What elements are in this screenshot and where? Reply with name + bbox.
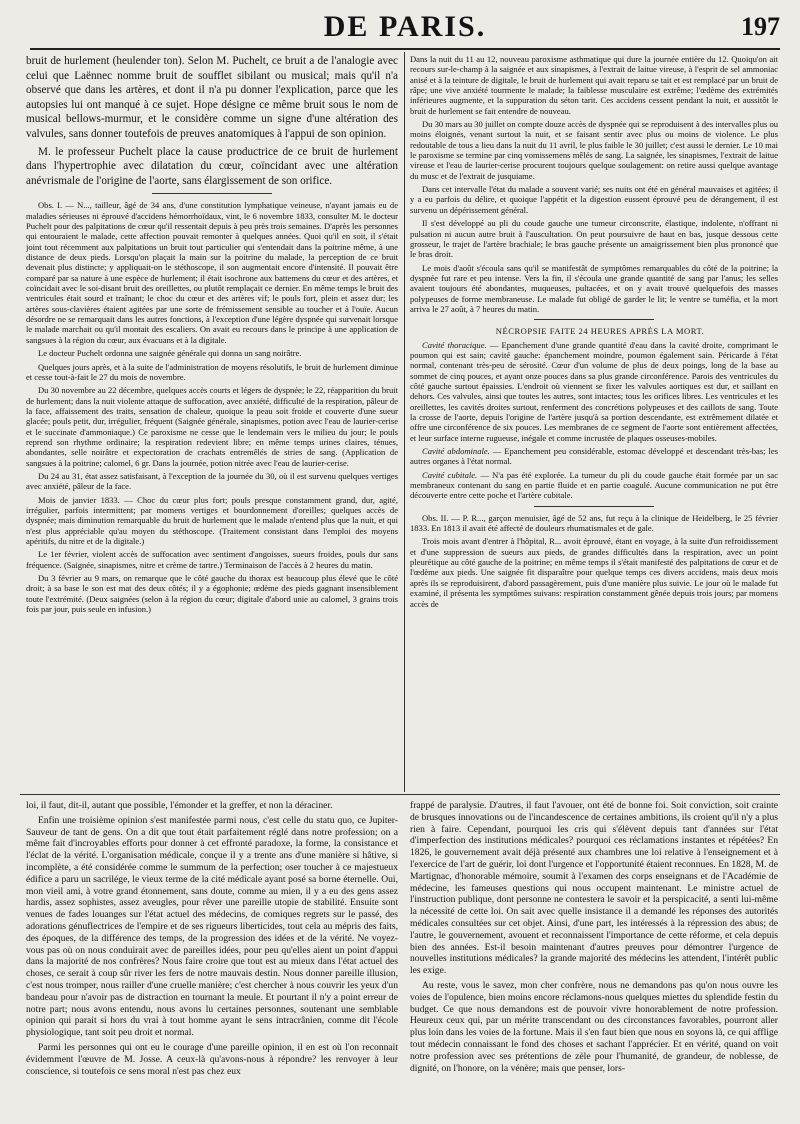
paragraph-au-reste: Au reste, vous le savez, mon cher confrère, nous ne demandons pas qu'on nous ouvre les voies de l'opulence, bien moins encore réclamons-nous quelques miettes du splendide festin du budget. Ce que nous demandons est de pouvoir vivre honorablement de notre profession. Heureux ceux qui, par un mérite transcendant ou des circonstances favorables, pourront aller plus loin dans les voies de la fortune. Mais il s'en faut bien que nous en soyons là, ce qui afflige tout médecin connaissant le fond des choses et sachant l'apprécier. Et en vérité, quand on voit notre profession avec ses prétentions de zèle pour l'humanité, de grandeur, de noblesse, de dignité, on l'honore, on la vénère; mais que penser, lors-: [410, 979, 778, 1074]
paragraph-tumeur: Il s'est développé au pli du coude gauche une tumeur circonscrite, élastique, indolente, n'offrant ni pulsation ni aucun autre bruit à l'auscultation. On peut poursuivre de haut en bas, jusque dessous cette grosseur, le trajet de l'artère brachiale; le bras gauche présente un amaigrissement bien plus prononcé que le bras droit.: [410, 218, 778, 260]
paragraph-thoracic: [410, 340, 778, 443]
paragraph-saignee: Le docteur Puchelt ordonna une saignée générale qui donna un sang noirâtre.: [38, 348, 302, 359]
paragraph-heulender: bruit de hurlement (heulender ton). Selon M. Puchelt, ce bruit a de l'analogie avec celui que Laënnec nomme bruit de soufflet sibilant ou musical; mais qu'il n'a observé que dans les artères, et dont il n'a pu donner l'explication, parce que les autopsies lui ont manqué à ce sujet. Hope désigne ce même bruit sous le nom de musical bellows-murmur, et le considère comme un signe d'une altération des valvules, sans donner toutefois de preuves anatomiques à l'appui de son opinion.: [26, 55, 398, 140]
page-number: 197: [741, 12, 780, 41]
paragraph-aout: Le mois d'août s'écoula sans qu'il se manifestât de symptômes remarquables du côté de la poitrine; la dyspnée fut rare et peu intense. Vers la fin, il s'écoula une grande quantité de sang par l'anus; les selles avaient toujours été abondantes, muqueuses, pultacées, et on y avait trouvé quelquefois des masses polypeuses de forme membraneuse. Le malade fut obligé de garder le lit; le ventre se tuméfia, et la mort arriva le 27 août, à 7 heures du matin.: [410, 262, 778, 314]
abdominal-text: — Epanchement peu considérable, estomac développé et descendant très-bas; les autres organes à l'état normal.: [410, 446, 778, 467]
necropsy-separator: [534, 319, 654, 320]
necropsy-heading: NÉCROPSIE FAITE 24 HEURES APRÈS LA MORT.: [495, 326, 705, 337]
paragraph-emonder: loi, il faut, dit-il, autant que possible, l'émonder et la greffer, et non la déraciner.: [26, 800, 333, 811]
thoracic-text: — Epanchement d'une grande quantité d'eau dans la cavité droite, comprimant le poumon qui est sain; cavité gauche: épanchement moindre, poumon également sain. Péricarde à l'état normal, contenant très-peu de sérosité. Cœur d'un volume de plus de deux poings, long de la base au sommet de cinq pouces, et ayant onze pouces dans sa plus grande circonférence. Parois des ventricules du côté gauche surtout épaissies. L'endroit où viennent se fixer les valvules aortiques est dur, et saillant en dehors. Ces valvules, ainsi que toutes les autres, sont intactes; tous les orifices libres. Les ventricules et les oreillettes, les cavités droites surtout, renferment des concrétions polypeuses et des caillots de sang. Toute la crosse de l'aorte, depuis l'origine de l'artère jusqu'à sa portion descendante, est extrêmement dilatée et offre une circonférence de six pouces. Les membranes de ce segment de l'aorte sont entièrement affectées, et leur surface interne rugueuse, inégale et comme incrustée de plaques osseuses-mobiles.: [410, 339, 778, 443]
paragraph-paroxisme: Dans la nuit du 11 au 12, nouveau paroxisme asthmatique qui dure la journée entière du 12. Quoiqu'on ait recours sur-le-champ à la saignée et aux sinapismes, à l'extrait de laitue vireuse, à l'esprit de sel ammoniac anisé et à la teinture de digitale, le bruit de hurlement qui avait reparu se tait et est remplacé par un bruit de râpe; une vive anxiété tourmente le malade; la faiblesse musculaire est extrême; l'œdème des extrémités inférieures augmente, et la suppuration du séton tarit. Ces accidens cessent pendant la nuit, et aussitôt le bruit de hurlement se fait entendre de nouveau.: [410, 54, 778, 116]
paragraph-novembre: Du 30 novembre au 22 décembre, quelques accès courts et légers de dyspnée; le 22, réapparition du bruit de hurlement; dans la nuit violente attaque de suffocation, avec anxiété, difficulté de la respiration, pâleur de la face, affaissement des traits, sensation de chaleur, quoique la peau soit froide et couverte d'une sueur glacée; pouls petit, dur, irrégulier, fréquent (Saignée générale, sinapismes, potion avec l'eau de laurier-cerise et le succinate d'ammoniaque.) Ce paroxisme ne cesse que le lendemain vers le milieu du jour; le pouls reprend son rhythme ordinaire; la respiration redevient libre; en même temps urines claires, ténues, abondantes, selle noirâtre et expectoration de crachats entremêlés de stries de sang. (Application de sangsues à la poitrine; calomel, 6 gr. Dans la journée, potion nitrée avec l'eau de laurier-cerise.: [26, 385, 398, 468]
paragraph-separator: [152, 193, 272, 194]
observation-separator: [534, 506, 654, 507]
paragraph-intervalle: Dans cet intervalle l'état du malade a souvent varié; ses nuits ont été en général mauvaises et agitées; il y a eu parfois du délire, et quoique l'appétit et la digestion eussent éprouvé peu de dérangement, il est survenu un dépérissement général.: [410, 184, 778, 215]
header-rule: [30, 48, 780, 50]
column-divider: [404, 52, 405, 792]
right-column: [410, 54, 778, 790]
observation-1: Obs. I. — N..., tailleur, âgé de 34 ans, d'une constitution lymphatique veineuse, n'ayant jamais eu de maladies sérieuses ni éprouvé d'accidens hémorrhoïdaux, vint, le 6 novembre 1833, consulter M. le docteur Puchelt pour des palpitations de cœur qu'il ressentait depuis à peu près trois semaines. D'après les personnes qui entouraient le malade, cette affection pouvait remonter à quelques années. Quoi qu'il en soit, il s'était joint tout récemment aux palpitations un bruit tout particulier qui s'entendait dans la poitrine même, à une distance de deux pieds. Lorsqu'on plaçait la main sur la poitrine du malade, la perception de ce bruit devenait plus distincte; y appliquait-on le stéthoscope, il son augmentait encore d'intensité. Il pouvait être comparé par sa nature à une espèce de hurlement; il était isochrone aux battemens du cœur et des artères, et coïncidait avec le soi-disant bruit des oreillettes, ou plutôt remplaçait ce dernier. En même temps le bruit des ventricules était sourd et traînant; le choc du cœur et des artères vif; le pouls fort, plein et assez dur; les artères sous-clavières étaient agitées par une sorte de frémissement sensible au toucher et à l'ouïe. Aucun désordre ne se remarquait dans les autres fonctions, à l'exception d'une légère dyspnée qui survenait lorsque le malade marchait ou qu'il montait des escaliers. On avait eu recours dans le principe à une application de sangsues à la région du cœur, aux évacuans et à la digitale.: [26, 200, 398, 345]
thoracic-label: Cavité thoracique.: [422, 339, 487, 350]
elbow-text: — N'a pas été explorée. La tumeur du pli du coude gauche était formée par un sac membraneux contenant du sang en partie fluide et en partie coagulé. Aucune communication ne put être découverte entre cette poche et l'artère cubitale.: [410, 469, 778, 501]
elbow-label: Cavité cubitale.: [422, 469, 478, 480]
paragraph-fevrier-mars: Du 3 février au 9 mars, on remarque que le côté gauche du thorax est beaucoup plus élevé que le côté droit; à sa base le son est mat des deux côtés; il y a égophonie; œdème des pieds gagnant insensiblement toute l'extrémité. (Deux saignées (selon à la région du cœur; digitale d'abord unie au calomel, 3 grains trois fois par jour, puis seule en infusion.): [26, 573, 398, 615]
bottom-right-column: [410, 800, 778, 1118]
abdominal-label: Cavité abdominale.: [422, 446, 490, 457]
paragraph-resolutifs: Quelques jours après, et à la suite de l'administration de moyens résolutifs, le bruit de hurlement diminue et cesse tout-à-fait le 27 du mois de novembre.: [26, 361, 398, 382]
bottom-left-column: [26, 800, 398, 1118]
paragraph-paralysie: frappé de paralysie. D'autres, il faut l'avouer, ont été de bonne foi. Soit conviction, soit crainte de brusques innovations ou de l'incandescence de certaines ambitions, ils croient qu'il n'y a plus rien à faire. Cependant, pourquoi les cris qui s'élèvent depuis tant d'années sur l'état d'imperfection des institutions médicales? pourquoi ces réclamations instantes et répétées? En 1826, le gouvernement avait déjà présenté aux chambres une loi relative à l'enseignement et à l'exercice de l'art de guérir, loi dont l'urgence et l'opportunité étaient reconnues. En 1828, M. de Martignac, d'honorable mémoire, soumit à l'examen des corps enseignans et de l'Académie de médecine, les fameuses questions qui nous occupent maintenant. Le ministre actuel de l'instruction publique, dont personne ne contestera le savoir et la perspicacité, a senti lui-même la nécessité de cette loi. On sait avec quelle insistance il a demandé les réponses des autorités médicales consultées sur cet objet. Ainsi, d'une part, les intéressés à la répression des abus; de l'autre, le gouvernement, avouent et reconnaissent l'importance de cette réforme, et cela depuis bien des années. Est-il besoin maintenant d'autres preuves pour démontrer l'urgence de nouvelles institutions médicales? la grande majorité des médecins les attendent, l'intérêt public les exige.: [410, 800, 778, 977]
paragraph-24-31: Du 24 au 31, état assez satisfaisant, à l'exception de la journée du 30, où il est survenu quelques vertiges avec anxiété, pâleur de la face.: [26, 470, 398, 492]
paragraph-trois-mois: Trois mois avant d'entrer à l'hôpital, R... avoit éprouvé, étant en voyage, à la suite d'un refroidissement et d'une suppression de sueurs aux pieds, de grandes difficultés dans la respiration, avec un point pleurétique au côté gauche de la poitrine; en même temps il s'était manifesté des palpitations de cœur et de l'œdème aux pieds. Une saignée fit disparaître pour quelque temps ces divers accidens, mais deux mois après ils se reproduisirent, d'abord passagèrement, puis d'une manière plus suivie. Le jour où le malade fut examiné, il présenta les symptômes suivans: respiration constamment gênée depuis trois jours; par momens accès de: [410, 536, 778, 609]
paragraph-abdominal: [410, 446, 778, 467]
paragraph-fevrier: Le 1er février, violent accès de suffocation avec sentiment d'angoisses, sueurs froides, pouls dur sans fréquence. (Saignée, sinapismes, nitre et crème de tartre.) Terminaison de l'accès à 2 heures du matin.: [26, 549, 398, 570]
paragraph-elbow: [410, 470, 778, 501]
observation-2: Obs. II. — P. R..., garçon menuisier, âgé de 52 ans, fut reçu à la clinique de Heidelberg, le 25 février 1833. En 1813 il avait été affecté de douleurs rhumatismales et de gale.: [410, 512, 778, 534]
left-column: [26, 54, 398, 790]
page-header: [30, 6, 780, 46]
paragraph-josse: Parmi les personnes qui ont eu le courage d'une pareille opinion, il en est où l'on reconnait évidemment l'œuvre de M. Josse. A ceux-là qu'avons-nous à répondre? les renvoyer à leur conscience, si toutefois ce sens moral n'est pas chez eux: [26, 1041, 398, 1077]
paragraph-janvier: Mois de janvier 1833. — Choc du cœur plus fort; pouls presque constamment grand, dur, agité, irrégulier, parfois intermittent; par momens vertiges et bourdonnement d'oreilles; quelques accès de dyspnée; mais diminution remarquable du bruit de hurlement que le malade n'entend plus que la nuit, et qui n'est plus appréciable qu'au moyen du stéthoscope. (Traitement consistant dans l'emploi des moyens apéritifs, du nitre et de la digitale.): [26, 494, 398, 546]
section-divider: [20, 794, 780, 795]
paragraph-cause: M. le professeur Puchelt place la cause productrice de ce bruit de hurlement dans l'hypertrophie avec dilatation du cœur, coïncidant avec une altération anévrismale de l'origine de l'aorte, sans élargissement de son orifice.: [26, 145, 398, 187]
paragraph-statu-quo: Enfin une troisième opinion s'est manifestée parmi nous, c'est celle du statu quo, ce Jupiter-Sauveur de tant de gens. On a dit que tout était parfaitement réglé dans notre profession; on a même fait d'incroyables efforts pour donner à cet effronté paradoxe, la forme, la consistance et l'éclat de la vérité. L'organisation médicale, conçue il y a trente ans d'une manière si hâtive, si incomplète, a été considérée comme le summum de la perfection; oser toucher à ce majestueux édifice a paru un sacrilége, le vieux terme de la cité médicale ayant posé sa borne éternelle. Oui, mon vieil ami, à votre grand étonnement, sans doute, comme au mien, il y a eu des gens assez hardis, assez sophistes, assez aveugles, pour rêver une pareille utopie de stabilité. Ensuite sont venues de fades louanges sur l'état actuel des médecins, de comiques regrets sur le passé, des adorations génuflectrices de l'empire et de ses rigueurs liberticides, tout cela au mépris des faits, des époques, de la différence des temps, de la progression des idées et de la vérité. Ne voyez-vous pas où on nous conduirait avec de pareilles idées, pour peu qu'elles aient un point d'appui dans la majorité de nos confrères? Nous faire croire que tout est au mieux dans l'état actuel des choses, ce serait à coup sûr river les fers de notre mauvais destin. Nous donner pareille illusion, c'est nous tromper, nous railler d'une cruelle manière; c'est chercher à nous couvrir les yeux d'un bandeau pour n'avoir pas de distraction en tournant la meule. Et pourtant il n'y a point erreur de notre part; nous avons entendu, nous avons lu certaines personnes, soutenant une semblable opinion qui parait si hors du vrai à tout homme ayant le sens intracrânien, comme dit l'école physiologique, tant soit peu droit et normal.: [26, 814, 398, 1039]
paragraph-mars-juillet: Du 30 mars au 30 juillet on compte douze accès de dyspnée qui se reproduisent à des intervalles plus ou moins éloignés, venant surtout la nuit, et se faisant sentir avec plus ou moins de violence. Le plus redoutable de tous a lieu dans la nuit du 11 avril, le plus faible le 30 juillet; c'est aussi le dernier. Le 10 mai le paroxisme se termine par cinq vomissemens mêlés de sang. La saignée, les sinapismes, l'extrait de laitue vireuse et l'eau de laurier-cerise procurent toujours quelque soulagement: on retire aussi quelque avantage du musc et de l'extrait de jusquiame.: [410, 119, 778, 181]
running-title: DE PARIS.: [323, 10, 487, 43]
